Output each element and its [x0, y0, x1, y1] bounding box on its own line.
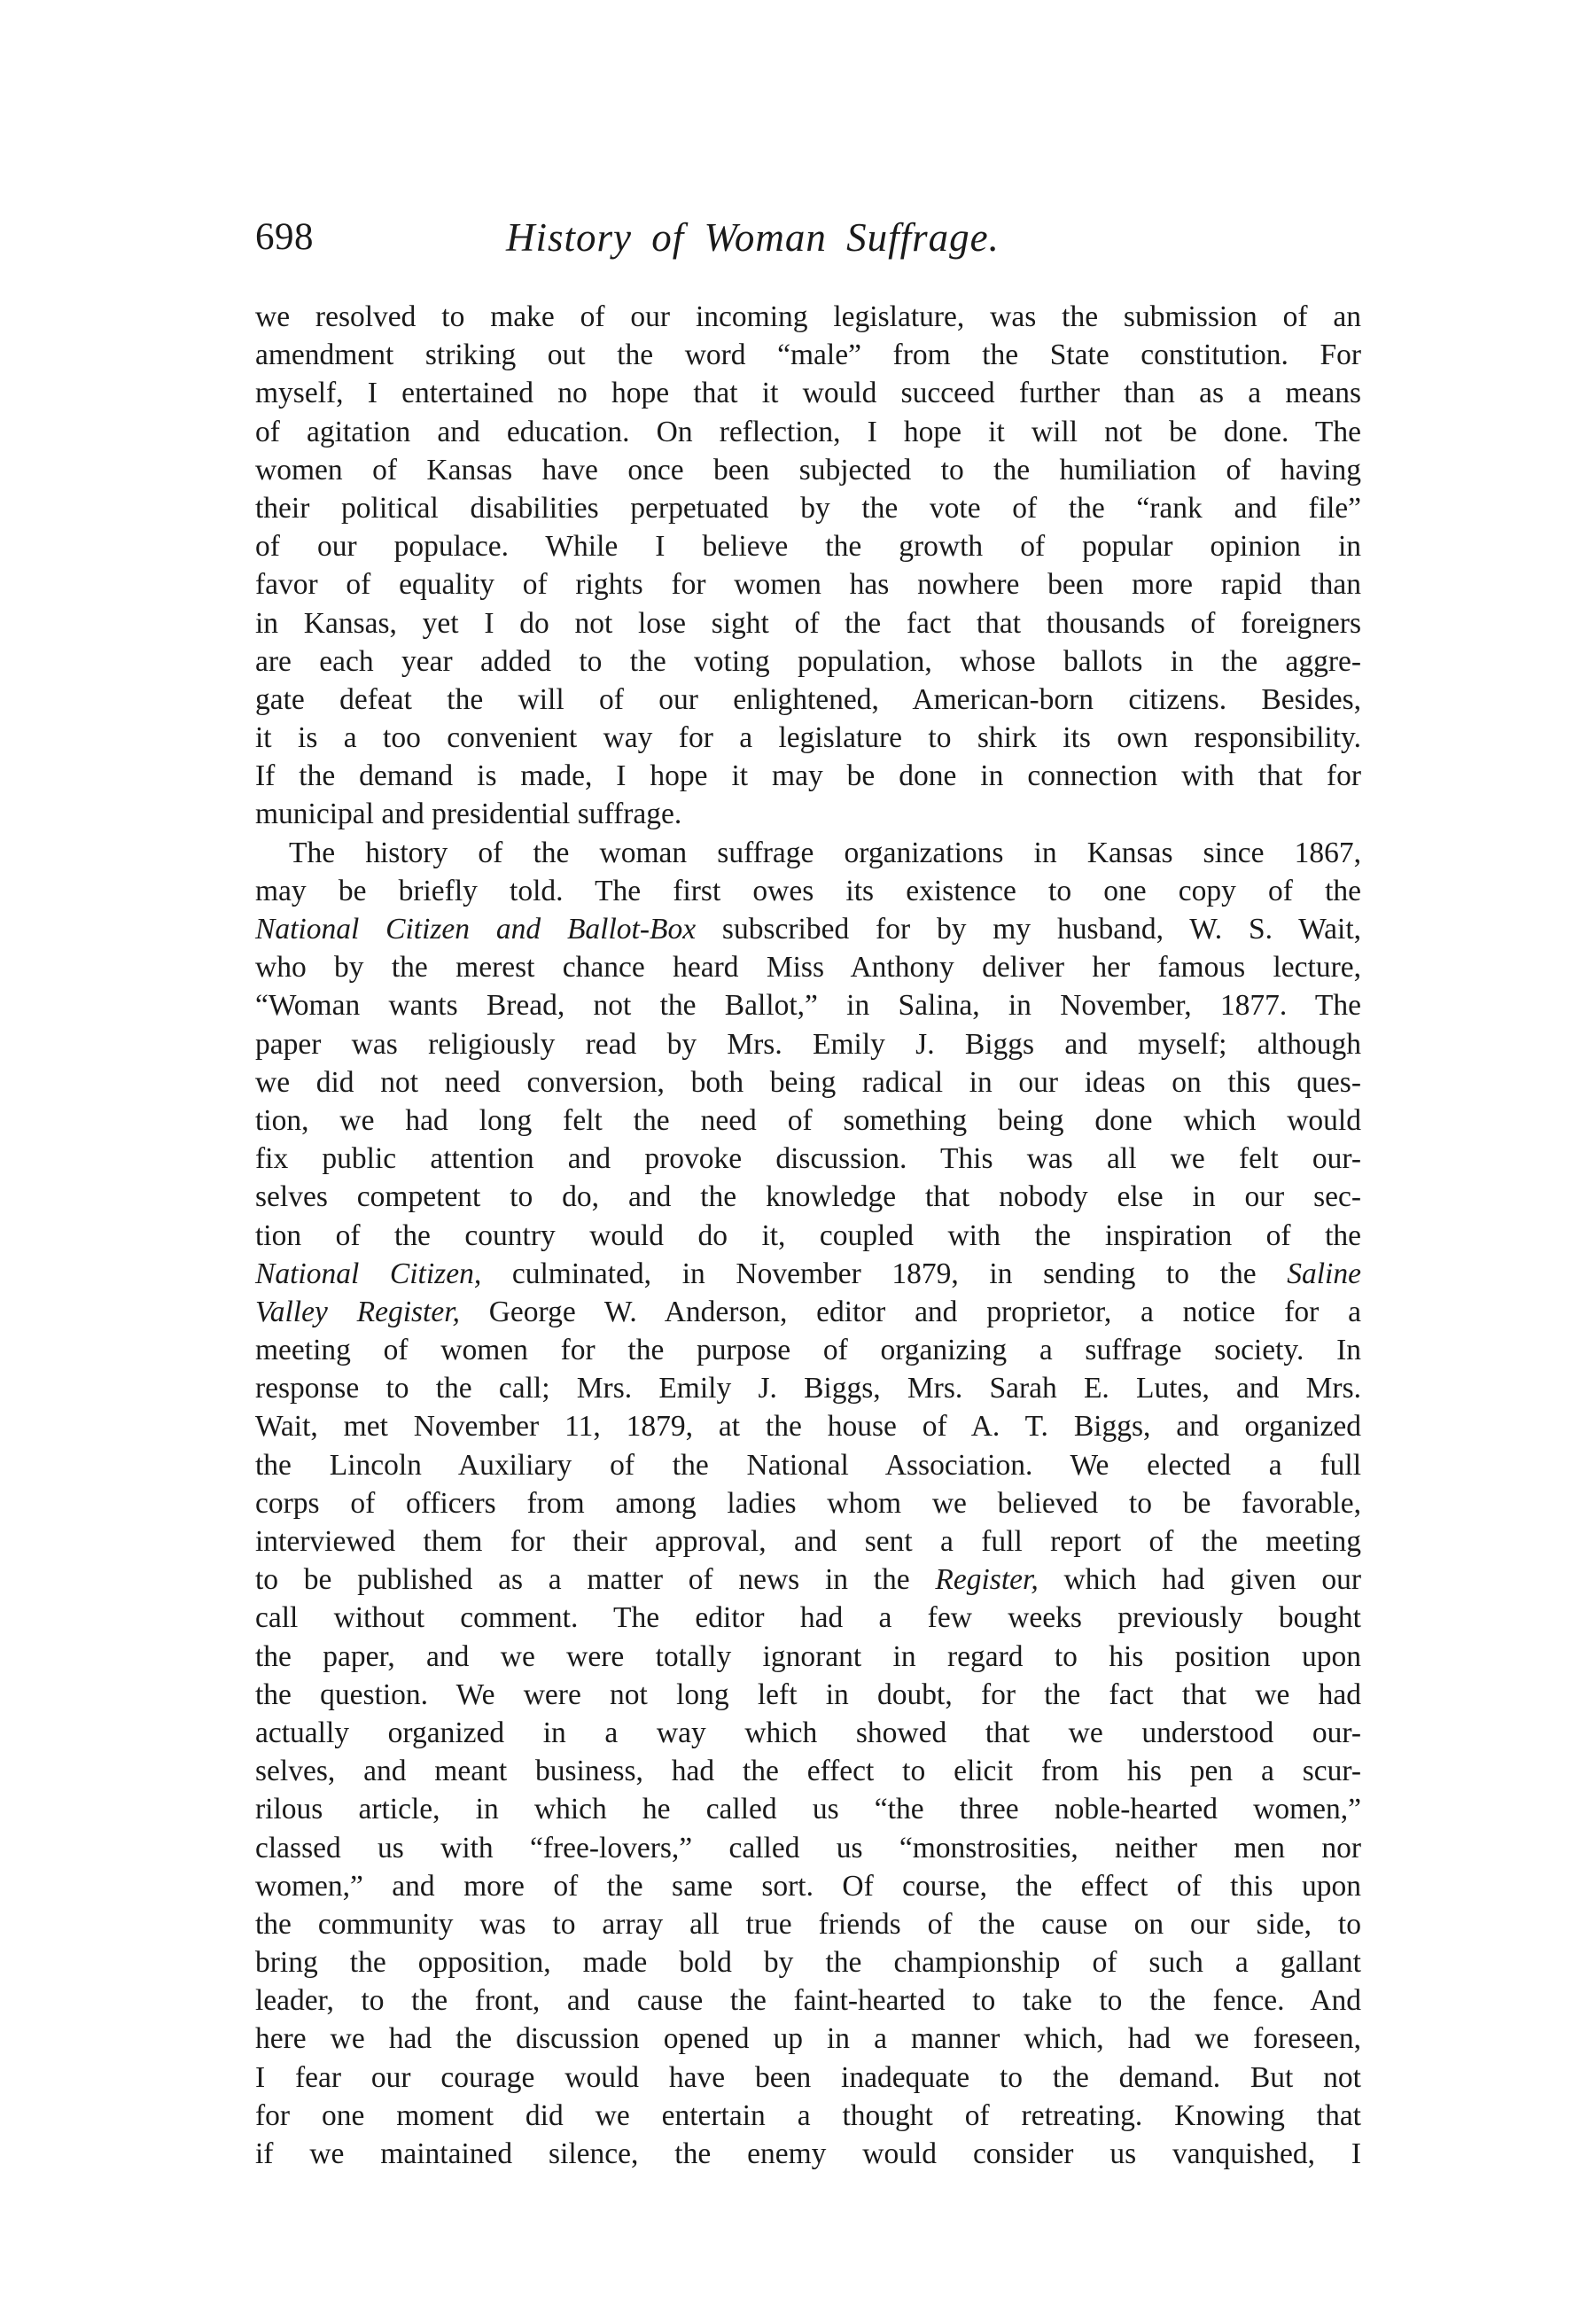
- text-segment: women of Kansas have once been subjected to the humiliation of having: [255, 453, 1361, 487]
- text-line: [255, 2020, 1361, 2058]
- text-segment: tion of the country would do it, coupled with the inspiration of the: [255, 1218, 1361, 1252]
- text-line: [255, 374, 1361, 412]
- italic-text: National Citizen,: [255, 1257, 482, 1290]
- text-segment: culminated, in November 1879, in sending to the: [481, 1257, 1288, 1290]
- text-segment: to be published as a matter of news in the: [255, 1563, 936, 1597]
- body-text: [255, 298, 1361, 2173]
- text-segment: If the demand is made, I hope it may be done in connection with that for: [255, 759, 1361, 793]
- text-segment: response to the call; Mrs. Emily J. Biggs, Mrs. Sarah E. Lutes, and Mrs.: [255, 1372, 1361, 1405]
- text-line: [255, 604, 1361, 642]
- text-line: [255, 1140, 1361, 1178]
- text-line: [255, 1905, 1361, 1943]
- text-line: [255, 986, 1361, 1024]
- text-segment: amendment striking out the word “male” from the State constitution. For: [255, 339, 1361, 372]
- text-segment: may be briefly told. The first owes its existence to one copy of the: [255, 874, 1361, 907]
- text-segment: myself, I entertained no hope that it would succeed further than as a means: [255, 377, 1361, 410]
- text-segment: I fear our courage would have been inadequate to the demand. But not: [255, 2060, 1361, 2094]
- page-header: [255, 211, 1363, 273]
- text-segment: of our populace. While I believe the growth of popular opinion in: [255, 530, 1361, 564]
- text-segment: favor of equality of rights for women has nowhere been more rapid than: [255, 568, 1361, 602]
- text-line: [255, 1025, 1361, 1063]
- text-segment: corps of officers from among ladies whom we believed to be favorable,: [255, 1486, 1361, 1520]
- italic-text: Saline: [1287, 1257, 1361, 1290]
- text-line: [255, 1331, 1361, 1369]
- text-segment: their political disabilities perpetuated by the vote of the “rank and file”: [255, 491, 1361, 525]
- text-line: [255, 1714, 1361, 1752]
- text-line: [255, 834, 1361, 872]
- text-line: [255, 1638, 1361, 1676]
- text-line: [255, 948, 1361, 986]
- text-segment: we resolved to make of our incoming legislature, was the submission of an: [255, 300, 1361, 333]
- text-line: [255, 413, 1361, 451]
- text-line: [255, 1981, 1361, 2020]
- text-segment: subscribed for by my husband, W. S. Wait,: [696, 913, 1362, 946]
- text-line: [255, 795, 1361, 833]
- text-line: [255, 527, 1361, 565]
- italic-text: Register,: [935, 1563, 1039, 1597]
- text-line: [255, 1484, 1361, 1522]
- text-segment: if we maintained silence, the enemy would consider us vanquished, I: [255, 2137, 1361, 2170]
- text-line: [255, 1255, 1361, 1293]
- text-segment: municipal and presidential suffrage.: [255, 798, 682, 831]
- text-segment: tion, we had long felt the need of something being done which would: [255, 1103, 1361, 1137]
- text-line: [255, 298, 1361, 336]
- text-line: [255, 2135, 1361, 2173]
- text-segment: the community was to array all true friends of the cause on our side, to: [255, 1907, 1361, 1941]
- text-segment: of agitation and education. On reflection, I hope it will not be done. The: [255, 415, 1361, 448]
- text-segment: actually organized in a way which showed that we understood our-: [255, 1716, 1361, 1749]
- text-line: [255, 1561, 1361, 1599]
- text-line: [255, 910, 1361, 948]
- text-segment: fix public attention and provoke discussion. This was all we felt our-: [255, 1142, 1361, 1176]
- text-segment: George W. Anderson, editor and proprietor, a notice for a: [459, 1295, 1361, 1328]
- text-line: [255, 1829, 1361, 1867]
- text-line: [255, 489, 1361, 527]
- text-line: [255, 757, 1361, 795]
- text-segment: leader, to the front, and cause the faint-hearted to take to the fence. And: [255, 1984, 1361, 2018]
- text-segment: gate defeat the will of our enlightened, American-born citizens. Besides,: [255, 682, 1361, 716]
- text-segment: bring the opposition, made bold by the championship of such a gallant: [255, 1946, 1361, 1980]
- text-line: [255, 1790, 1361, 1828]
- text-line: [255, 1446, 1361, 1484]
- text-line: [255, 2097, 1361, 2135]
- text-segment: in Kansas, yet I do not lose sight of the fact that thousands of foreigners: [255, 606, 1361, 640]
- text-segment: paper was religiously read by Mrs. Emily J. Biggs and myself; although: [255, 1027, 1361, 1061]
- text-line: [255, 1676, 1361, 1714]
- text-line: [255, 642, 1361, 681]
- text-line: [255, 1867, 1361, 1905]
- text-line: [255, 1293, 1361, 1331]
- text-segment: which had given our: [1038, 1563, 1361, 1597]
- text-line: [255, 1752, 1361, 1790]
- text-line: [255, 2059, 1361, 2097]
- text-segment: “Woman wants Bread, not the Ballot,” in Salina, in November, 1877. The: [255, 989, 1361, 1023]
- text-line: [255, 1369, 1361, 1407]
- text-line: [255, 1217, 1361, 1255]
- text-segment: women,” and more of the same sort. Of course, the effect of this upon: [255, 1869, 1361, 1903]
- text-line: [255, 1407, 1361, 1445]
- text-line: [255, 451, 1361, 489]
- text-line: [255, 1599, 1361, 1637]
- italic-text: National Citizen and Ballot-Box: [255, 913, 697, 946]
- text-line: [255, 565, 1361, 603]
- text-segment: interviewed them for their approval, and sent a full report of the meeting: [255, 1525, 1361, 1558]
- text-segment: for one moment did we entertain a thought of retreating. Knowing that: [255, 2098, 1361, 2132]
- text-segment: it is a too convenient way for a legislature to shirk its own responsibility.: [255, 721, 1361, 755]
- text-line: [255, 336, 1361, 374]
- text-segment: Wait, met November 11, 1879, at the house of A. T. Biggs, and organized: [255, 1410, 1361, 1444]
- running-title: History of Woman Suffrage.: [506, 215, 1000, 260]
- text-segment: who by the merest chance heard Miss Anthony deliver her famous lecture,: [255, 951, 1361, 985]
- text-line: [255, 719, 1361, 757]
- text-segment: selves competent to do, and the knowledge that nobody else in our sec-: [255, 1180, 1361, 1214]
- text-segment: rilous article, in which he called us “the three noble-hearted women,”: [255, 1793, 1361, 1826]
- text-segment: selves, and meant business, had the effect to elicit from his pen a scur-: [255, 1755, 1361, 1788]
- text-line: [255, 681, 1361, 719]
- text-line: [255, 1102, 1361, 1140]
- text-segment: call without comment. The editor had a few weeks previously bought: [255, 1601, 1361, 1635]
- text-line: [255, 1522, 1361, 1561]
- text-segment: the question. We were not long left in doubt, for the fact that we had: [255, 1678, 1361, 1711]
- text-line: [255, 1943, 1361, 1981]
- page-number: 698: [255, 216, 314, 258]
- text-segment: are each year added to the voting population, whose ballots in the aggre-: [255, 644, 1361, 678]
- text-segment: we did not need conversion, both being radical in our ideas on this ques-: [255, 1065, 1361, 1099]
- text-line: [255, 872, 1361, 910]
- italic-text: Valley Register,: [255, 1295, 460, 1328]
- text-segment: The history of the woman suffrage organizations in Kansas since 1867,: [289, 836, 1361, 869]
- text-line: [255, 1063, 1361, 1102]
- text-line: [255, 1178, 1361, 1216]
- text-segment: classed us with “free-lovers,” called us “monstrosities, neither men nor: [255, 1831, 1361, 1864]
- text-segment: the paper, and we were totally ignorant in regard to his position upon: [255, 1639, 1361, 1673]
- text-segment: the Lincoln Auxiliary of the National Association. We elected a full: [255, 1448, 1361, 1482]
- text-segment: here we had the discussion opened up in a manner which, had we foreseen,: [255, 2022, 1361, 2056]
- text-segment: meeting of women for the purpose of organizing a suffrage society. In: [255, 1334, 1361, 1367]
